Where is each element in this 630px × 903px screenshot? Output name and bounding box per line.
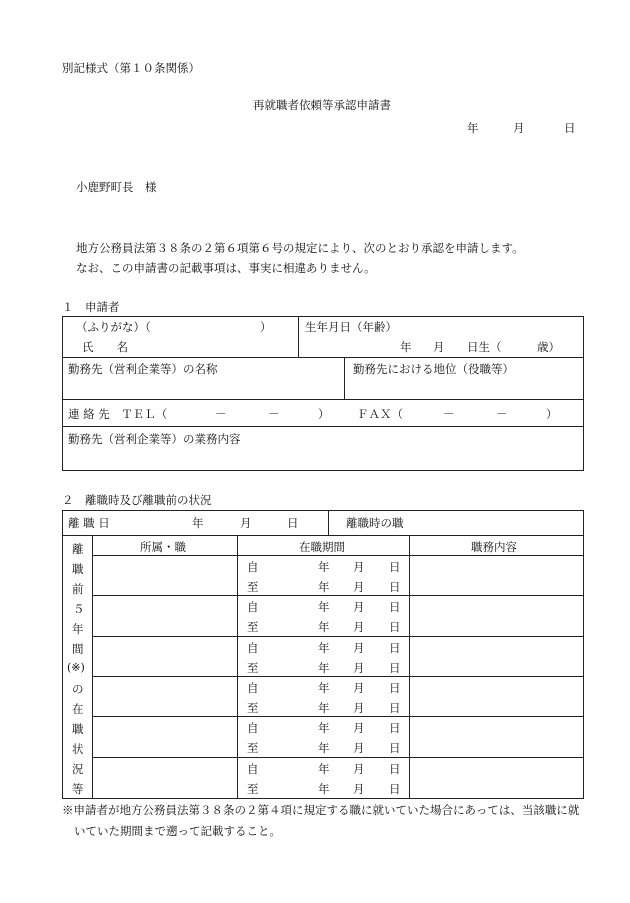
- divider: [237, 535, 238, 798]
- footnote-line-2: いていた期間まで遡って記載すること。: [74, 824, 281, 838]
- to-label: 至: [247, 701, 259, 715]
- section2-heading: ２ 離職時及び離職前の状況: [62, 493, 212, 507]
- retire-month-label: 月: [240, 516, 252, 530]
- from-label: 自: [247, 641, 259, 655]
- day-label: 日: [389, 782, 401, 796]
- month-label: 月: [353, 580, 365, 594]
- form-title: 再就職者依頼等承認申請書: [253, 98, 391, 112]
- side-char: 況: [72, 762, 84, 776]
- to-label: 至: [247, 782, 259, 796]
- furigana-close: ）: [260, 320, 272, 334]
- side-char: 職: [72, 722, 84, 736]
- day-label: 日: [389, 721, 401, 735]
- month-label: 月: [353, 620, 365, 634]
- month-label: 月: [353, 600, 365, 614]
- side-char: 等: [72, 782, 84, 796]
- side-char: 状: [72, 742, 84, 756]
- year-label: 年: [318, 580, 330, 594]
- year-label: 年: [318, 741, 330, 755]
- side-char: (※): [67, 661, 85, 674]
- col-period-header: 在職期間: [299, 540, 345, 554]
- divider: [298, 316, 299, 357]
- day-label: 日: [389, 620, 401, 634]
- section1-heading: １ 申請者: [62, 300, 120, 314]
- year-label: 年: [318, 721, 330, 735]
- fax-dash-2: －: [496, 407, 508, 421]
- employer-name-label: 勤務先（営利企業等）の名称: [68, 362, 218, 376]
- fax-close: ）: [546, 407, 558, 421]
- side-char: 在: [72, 702, 84, 716]
- divider: [344, 357, 345, 399]
- year-label: 年: [318, 701, 330, 715]
- from-label: 自: [247, 681, 259, 695]
- month-label: 月: [353, 701, 365, 715]
- to-label: 至: [247, 580, 259, 594]
- retire-date-label: 離 職 日: [68, 516, 110, 530]
- day-label: 日: [389, 560, 401, 574]
- month-label: 月: [353, 661, 365, 675]
- birth-day-label: 日生（: [467, 340, 502, 354]
- side-char: の: [72, 682, 84, 696]
- month-label: 月: [353, 560, 365, 574]
- year-label: 年: [318, 661, 330, 675]
- day-label: 日: [389, 580, 401, 594]
- year-label: 年: [318, 782, 330, 796]
- retire-year-label: 年: [192, 516, 204, 530]
- day-label: 日: [389, 641, 401, 655]
- fax-dash-1: －: [443, 407, 455, 421]
- fax-label: ＦＡＸ（: [357, 407, 403, 421]
- from-label: 自: [247, 600, 259, 614]
- tel-close: ）: [318, 407, 330, 421]
- divider: [62, 426, 583, 427]
- month-label: 月: [353, 681, 365, 695]
- col-affiliation-header: 所属・職: [140, 540, 186, 554]
- month-label: 月: [353, 741, 365, 755]
- employer-position-label: 勤務先における地位（役職等）: [353, 362, 514, 376]
- birth-label: 生年月日（年齢）: [305, 320, 397, 334]
- to-label: 至: [247, 620, 259, 634]
- divider: [409, 535, 410, 798]
- from-label: 自: [247, 762, 259, 776]
- divider: [92, 716, 583, 717]
- body-line-2: なお、この申請書の記載事項は、事実に相違ありません。: [76, 261, 376, 275]
- year-label: 年: [318, 560, 330, 574]
- divider: [92, 535, 93, 798]
- divider: [92, 676, 583, 677]
- side-char: 離: [72, 542, 84, 556]
- tel-dash-1: －: [215, 407, 227, 421]
- date-day-label: 日: [564, 121, 576, 135]
- tel-dash-2: －: [268, 407, 280, 421]
- divider: [92, 555, 583, 556]
- retire-position-label: 離職時の職: [346, 516, 404, 530]
- month-label: 月: [353, 782, 365, 796]
- col-duties-header: 職務内容: [471, 540, 517, 554]
- day-label: 日: [389, 681, 401, 695]
- applicant-table-border: [62, 316, 584, 471]
- day-label: 日: [389, 600, 401, 614]
- day-label: 日: [389, 741, 401, 755]
- year-label: 年: [318, 600, 330, 614]
- birth-year-label: 年: [400, 340, 412, 354]
- year-label: 年: [318, 762, 330, 776]
- side-char: 前: [72, 582, 84, 596]
- addressee: 小鹿野町長 様: [76, 180, 157, 194]
- contact-tel-label: 連 絡 先 ＴＥＬ（: [68, 407, 168, 421]
- divider: [92, 595, 583, 596]
- day-label: 日: [389, 701, 401, 715]
- form-label: 別記様式（第１０条関係）: [62, 61, 200, 75]
- date-month-label: 月: [513, 121, 525, 135]
- name-label: 氏 名: [82, 340, 128, 354]
- side-char: 年: [72, 622, 84, 636]
- divider: [328, 510, 329, 535]
- retire-day-label: 日: [287, 516, 299, 530]
- divider: [62, 399, 583, 400]
- side-char: 職: [72, 562, 84, 576]
- divider: [92, 636, 583, 637]
- year-label: 年: [318, 641, 330, 655]
- day-label: 日: [389, 762, 401, 776]
- to-label: 至: [247, 661, 259, 675]
- divider: [62, 535, 583, 536]
- age-label: 歳）: [537, 340, 560, 354]
- from-label: 自: [247, 560, 259, 574]
- divider: [62, 357, 583, 358]
- footnote-line-1: ※申請者が地方公務員法第３８条の２第４項に規定する職に就いていた場合にあっては、当該職に就: [62, 803, 580, 817]
- date-year-label: 年: [467, 121, 479, 135]
- birth-month-label: 月: [433, 340, 445, 354]
- month-label: 月: [353, 721, 365, 735]
- to-label: 至: [247, 741, 259, 755]
- year-label: 年: [318, 620, 330, 634]
- body-line-1: 地方公務員法第３８条の２第６項第６号の規定により、次のとおり承認を申請します。: [76, 241, 524, 255]
- side-char: 間: [72, 642, 84, 656]
- divider: [92, 757, 583, 758]
- year-label: 年: [318, 681, 330, 695]
- business-content-label: 勤務先（営利企業等）の業務内容: [68, 432, 241, 446]
- furigana-label: （ふりがな）（: [76, 320, 151, 334]
- day-label: 日: [389, 661, 401, 675]
- month-label: 月: [353, 641, 365, 655]
- from-label: 自: [247, 721, 259, 735]
- month-label: 月: [353, 762, 365, 776]
- side-char: ５: [73, 602, 85, 616]
